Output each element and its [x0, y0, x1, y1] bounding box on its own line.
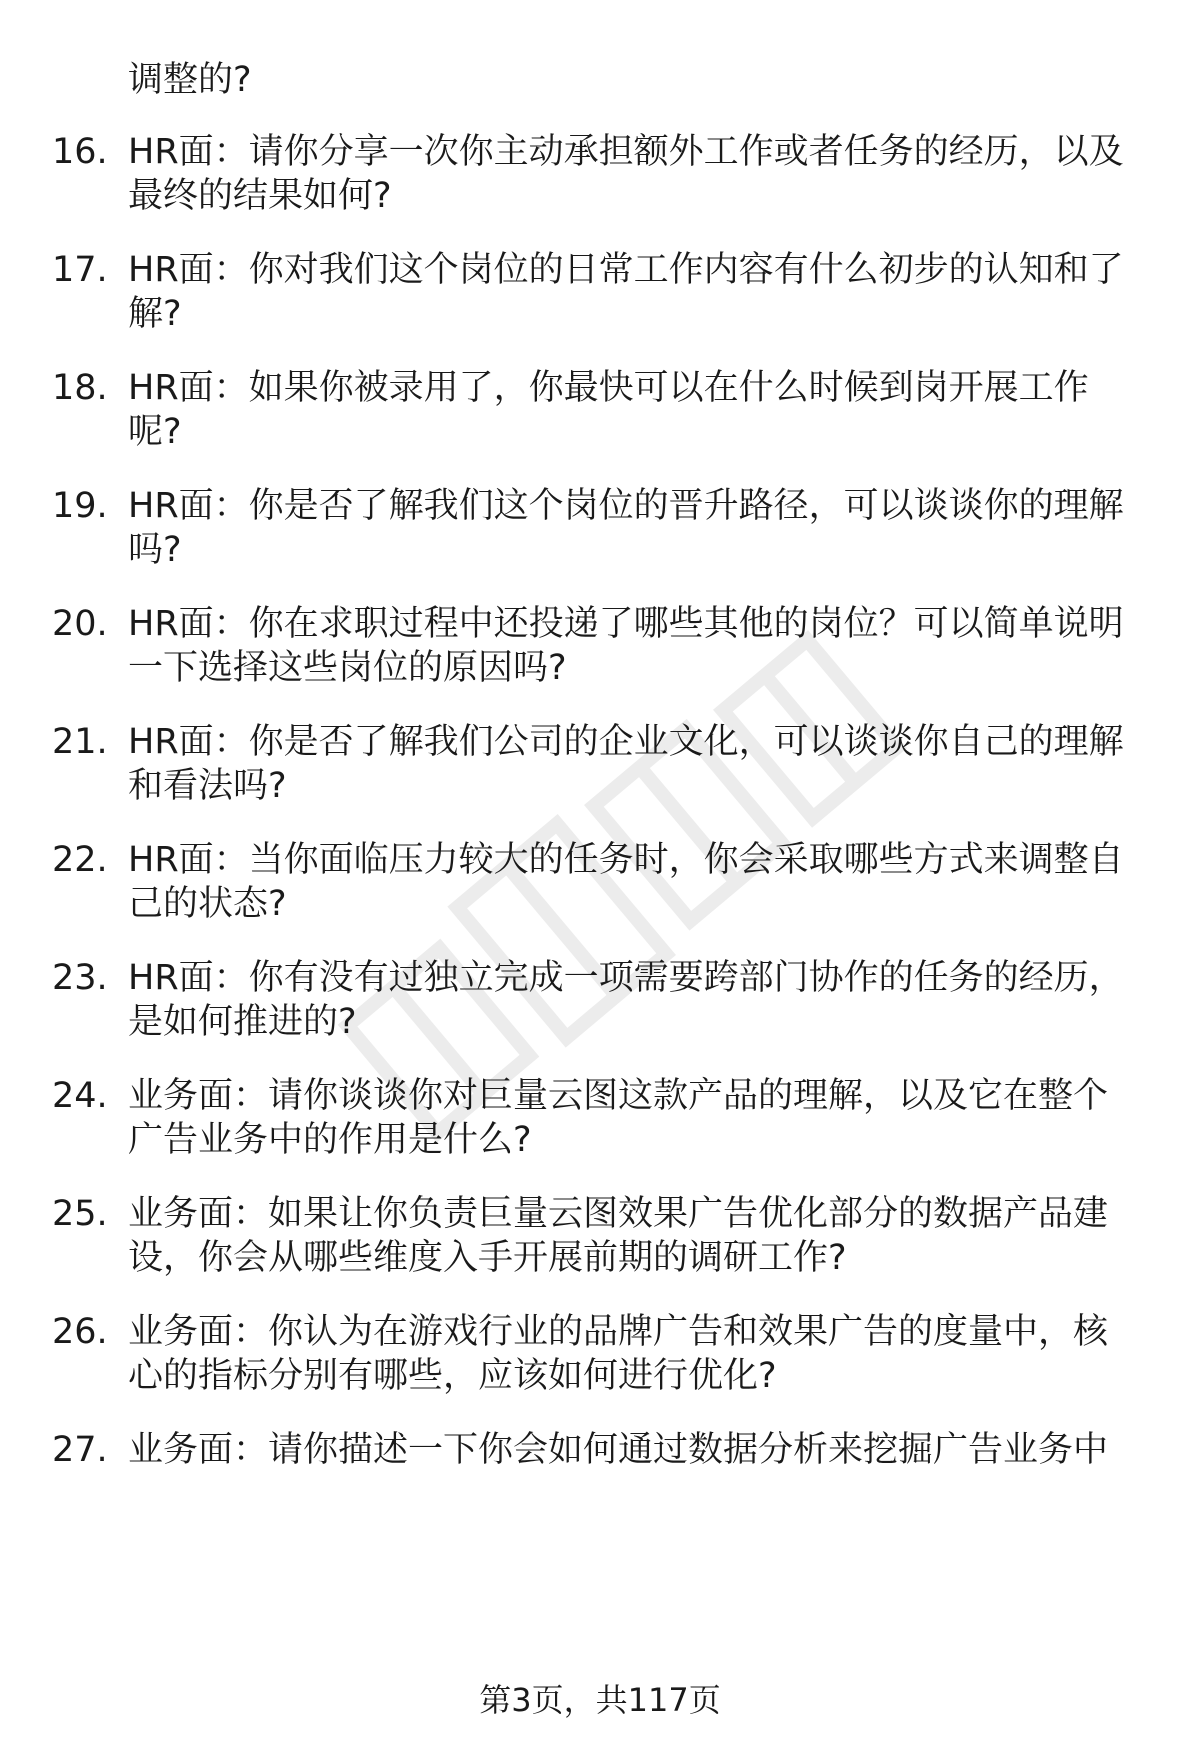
- item-line: 业务面：如果让你负责巨量云图效果广告优化部分的数据产品建: [128, 1194, 1109, 1234]
- item-number: 17.: [52, 250, 108, 290]
- item-number: 19.: [52, 486, 108, 526]
- item-number: 16.: [52, 132, 108, 172]
- item-line: 吗?: [128, 530, 182, 570]
- item-number: 26.: [52, 1312, 108, 1352]
- item-line: 己的状态?: [128, 884, 287, 924]
- item-line: 业务面：你认为在游戏行业的品牌广告和效果广告的度量中，核: [128, 1312, 1109, 1352]
- item-line: HR面：你对我们这个岗位的日常工作内容有什么初步的认知和了: [128, 250, 1124, 290]
- item-number: 25.: [52, 1194, 108, 1234]
- item-number: 24.: [52, 1076, 108, 1116]
- item-line: HR面：你是否了解我们这个岗位的晋升路径，可以谈谈你的理解: [128, 486, 1124, 526]
- item-line: 业务面：请你描述一下你会如何通过数据分析来挖掘广告业务中: [128, 1430, 1109, 1470]
- item-line: HR面：如果你被录用了，你最快可以在什么时候到岗开展工作: [128, 368, 1089, 408]
- item-line: 呢?: [128, 412, 182, 452]
- item-number: 21.: [52, 722, 108, 762]
- item-line: 心的指标分别有哪些，应该如何进行优化?: [128, 1356, 777, 1396]
- item-line: 最终的结果如何?: [128, 176, 392, 216]
- item-line: HR面：请你分享一次你主动承担额外工作或者任务的经历，以及: [128, 132, 1124, 172]
- item-line: 业务面：请你谈谈你对巨量云图这款产品的理解，以及它在整个: [128, 1076, 1109, 1116]
- item-line: HR面：你有没有过独立完成一项需要跨部门协作的任务的经历，: [128, 958, 1124, 998]
- item-line: HR面：当你面临压力较大的任务时，你会采取哪些方式来调整自: [128, 840, 1124, 880]
- item-line: 解?: [128, 294, 182, 334]
- item-number: 23.: [52, 958, 108, 998]
- item-number: 27.: [52, 1430, 108, 1470]
- page-footer: 第3页，共117页: [479, 1681, 721, 1719]
- item-line: 广告业务中的作用是什么?: [128, 1120, 532, 1160]
- item-line: HR面：你在求职过程中还投递了哪些其他的岗位？可以简单说明: [128, 604, 1124, 644]
- item-number: 22.: [52, 840, 108, 880]
- item-line: 设，你会从哪些维度入手开展前期的调研工作?: [128, 1238, 847, 1278]
- continuation-line: 调整的?: [128, 60, 252, 100]
- item-line: 和看法吗?: [128, 766, 287, 806]
- item-line: 一下选择这些岗位的原因吗?: [128, 648, 567, 688]
- item-number: 20.: [52, 604, 108, 644]
- item-line: 是如何推进的?: [128, 1002, 357, 1042]
- item-number: 18.: [52, 368, 108, 408]
- item-line: HR面：你是否了解我们公司的企业文化，可以谈谈你自己的理解: [128, 722, 1124, 762]
